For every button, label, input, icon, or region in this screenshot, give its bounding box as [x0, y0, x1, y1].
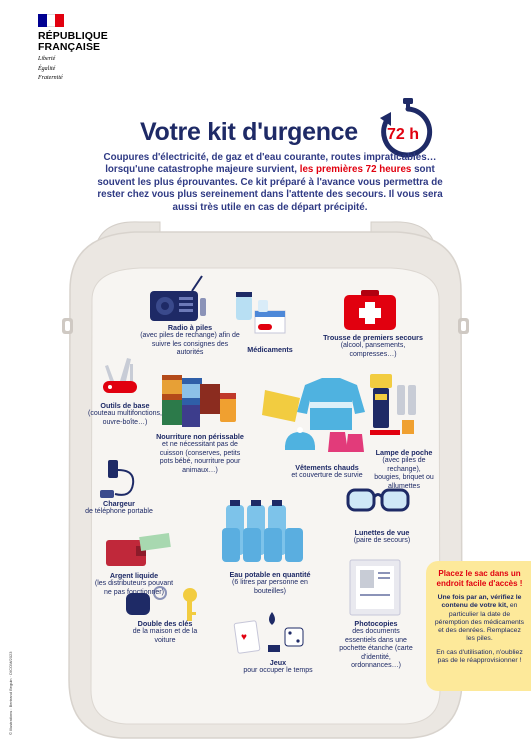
label-water: [222, 571, 318, 596]
label-food: [154, 433, 246, 475]
label-flashlight-desc: (avec piles de rechange), bougies, briquet ou allumettes: [374, 457, 434, 490]
label-charger-desc: de téléphone portable: [85, 508, 153, 516]
label-games-title: Jeux: [269, 658, 287, 667]
label-copies-desc: des documents essentiels dans une pochette étanche (carte d'identité, ordonnances…): [339, 628, 413, 670]
label-water-desc: (6 litres par personne en bouteilles): [232, 579, 308, 595]
label-cash-title: Argent liquide: [109, 571, 159, 580]
label-radio-title: Radio à piles: [167, 323, 213, 332]
illustration-credit: [8, 640, 16, 735]
left-zipper-icon: [62, 318, 73, 334]
intro-highlight: les premières 72 heures: [299, 164, 412, 176]
label-first-aid-title: Trousse de premiers secours: [323, 333, 423, 342]
label-flashlight: [374, 449, 434, 491]
label-charger: [74, 500, 164, 517]
label-keys-title: Double des clés: [137, 619, 193, 628]
reminder-p1-rest: en particulier la date de péremption des médicaments et des denrées. Remplacez les piles.: [434, 602, 525, 643]
label-clothes-title: Vêtements chauds: [295, 463, 359, 472]
label-keys-desc: de la maison et de la voiture: [132, 628, 198, 644]
label-glasses-desc: (paire de secours): [353, 537, 411, 545]
label-clothes-desc: et couverture de survie: [291, 472, 363, 480]
label-radio: [140, 324, 240, 358]
motto-3: Fraternité: [38, 75, 63, 81]
first-aid-kit-icon: [344, 290, 396, 330]
label-games-desc: pour occuper le temps: [243, 667, 313, 675]
document-copies-icon: [350, 560, 400, 615]
label-tools-title: Outils de base: [100, 401, 150, 410]
label-games: [230, 659, 326, 676]
credit-text: © Illustrations : Bertrand Beguin · DICOM/2023: [8, 651, 13, 735]
label-food-title: Nourriture non périssable: [156, 432, 244, 441]
label-cash: [92, 572, 176, 597]
logo-line-2: FRANÇAISE: [38, 41, 101, 53]
reminder-paragraph-2: En cas d'utilisation, n'oubliez pas de le réapprovisionner !: [436, 648, 523, 665]
label-tools-desc: (couteau multifonctions, ouvre-boîte…): [88, 410, 162, 426]
label-charger-title: Chargeur: [103, 499, 135, 508]
reminder-title: Placez le sac dans un endroit facile d'accès !: [436, 569, 523, 588]
label-medicine: [230, 346, 310, 354]
label-tools: [86, 402, 164, 427]
label-keys: [130, 620, 200, 645]
label-copies-title: Photocopies: [354, 619, 398, 628]
page-title: Votre kit d'urgence: [140, 118, 358, 146]
logo-line-1: RÉPUBLIQUE: [38, 30, 108, 42]
motto-1: Liberté: [38, 56, 56, 62]
label-glasses: [346, 529, 418, 546]
label-first-aid-desc: (alcool, pansements, compresses…): [340, 342, 406, 358]
svg-text:♥: ♥: [241, 632, 247, 643]
intro-part-1: Coupures d'électricité, de gaz et d'eau courante, routes impraticables… lorsqu'une catastrophe majeure survient,: [103, 152, 437, 176]
reminder-note: [426, 561, 531, 691]
label-food-desc: et ne nécessitant pas de cuisson (conserves, petits pots bébé, nourriture pour animaux…): [159, 441, 241, 474]
label-radio-desc: (avec piles de rechange) afin de suivre les consignes des autorités: [140, 332, 240, 357]
intro-part-2: sont souvent les plus éprouvantes. Ce kit préparé à l'avance vous permettra de rester chez vous plus sereinement dans l'attente des secours. Il vous sera aussi très utile en cas de départ précipité.: [97, 164, 443, 213]
label-first-aid: [318, 334, 428, 359]
timer-label: 72 h: [386, 126, 420, 143]
label-flashlight-title: Lampe de poche: [375, 448, 433, 457]
reminder-paragraph-1: [434, 594, 525, 644]
label-cash-desc: (les distributeurs pouvant ne pas fonctionner): [94, 580, 174, 596]
reminder-p1-bold: Une fois par an, vérifiez le contenu de votre kit,: [437, 594, 522, 610]
label-copies: [338, 620, 414, 670]
label-clothes: [278, 464, 376, 481]
motto-2: Égalité: [38, 65, 56, 72]
label-glasses-title: Lunettes de vue: [354, 528, 410, 537]
right-zipper-icon: [458, 318, 469, 334]
label-medicine-title: Médicaments: [247, 345, 293, 354]
label-water-title: Eau potable en quantité: [229, 570, 311, 579]
